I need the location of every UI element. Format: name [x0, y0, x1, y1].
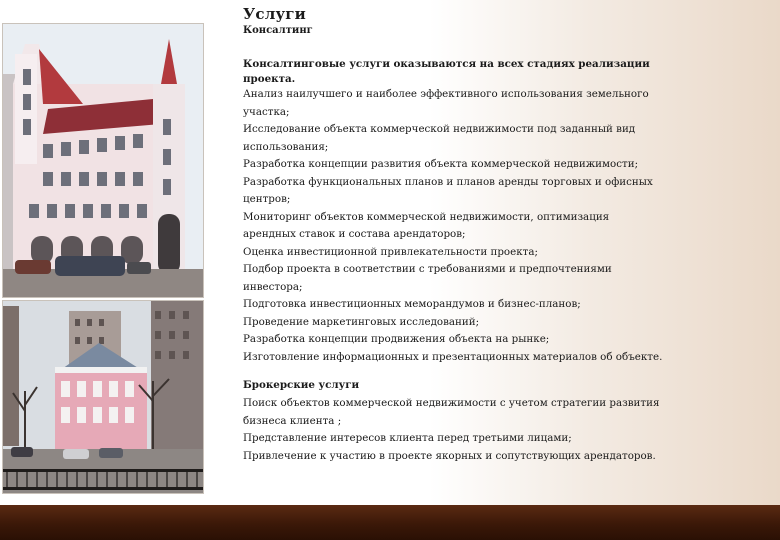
consulting-lead: Консалтинговые услуги оказываются на всех стадиях реализации проекта. — [243, 58, 650, 85]
list-item: Проведение маркетинговых исследований; — [243, 315, 480, 328]
section-title-brokerage: Брокерские услуги — [243, 379, 360, 391]
list-item: Анализ наилучшего и наиболее эффективного использования земельного участка; — [243, 88, 649, 118]
list-item: Разработка концепции продвижения объекта на рынке; — [243, 333, 550, 345]
building-photo-top — [2, 23, 204, 298]
list-item: Привлечение к участию в проекте якорных и сопутствующих арендаторов. — [243, 449, 656, 462]
section-title-consulting: Консалтинг — [243, 25, 313, 36]
list-item: Оценка инвестиционной привлекательности проекта; — [243, 245, 538, 258]
list-item: Мониторинг объектов коммерческой недвижимости, оптимизация арендных ставок и состава арендаторов; — [243, 210, 610, 240]
list-item: Подбор проекта в соответствии с требованиями и предпочтениями инвестора; — [243, 263, 612, 293]
list-item: Разработка функциональных планов и планов аренды торговых и офисных центров; — [243, 175, 653, 205]
brokerage-list — [243, 395, 663, 465]
list-item: Подготовка инвестиционных меморандумов и бизнес-планов; — [243, 298, 581, 310]
footer-bar — [0, 505, 780, 540]
services-content — [243, 4, 663, 465]
list-item: Изготовление информационных и презентационных материалов об объекте. — [243, 350, 663, 363]
list-item: Поиск объектов коммерческой недвижимости с учетом стратегии развития бизнеса клиента ; — [243, 397, 660, 427]
list-item: Исследование объекта коммерческой недвижимости под заданный вид использования; — [243, 123, 636, 153]
building-photo-bottom — [2, 300, 204, 494]
list-item: Представление интересов клиента перед третьими лицами; — [243, 432, 572, 444]
list-item: Разработка концепции развития объекта коммерческой недвижимости; — [243, 158, 639, 170]
page-title: Услуги — [243, 5, 307, 23]
consulting-list — [243, 86, 663, 366]
